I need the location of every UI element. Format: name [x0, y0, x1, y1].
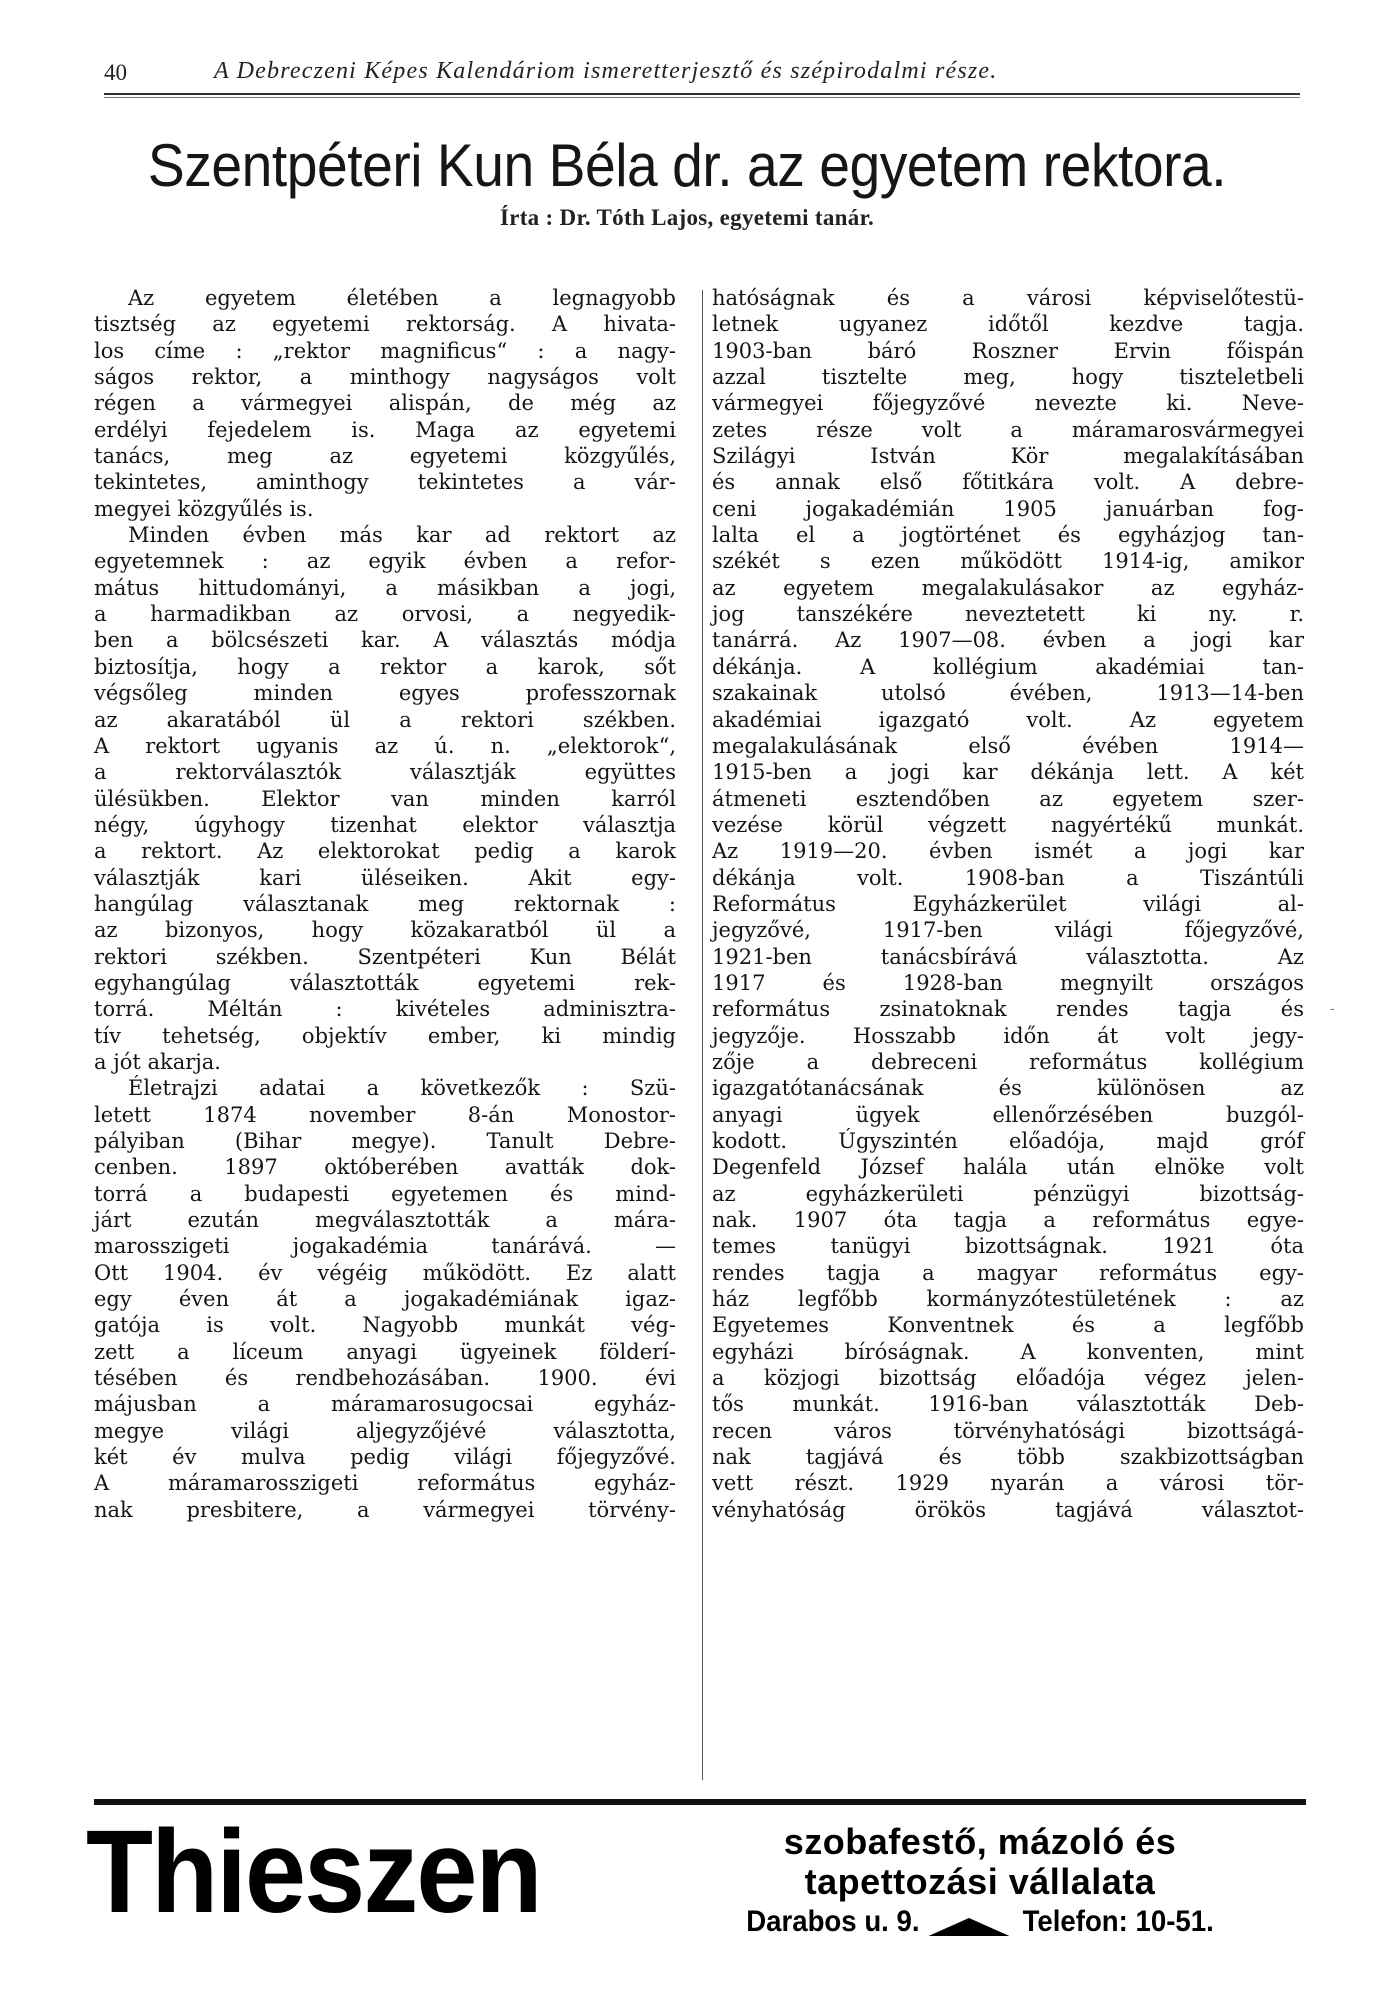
text-line: azzal tisztelte meg, hogy tiszteletbeli — [712, 365, 1304, 390]
text-line: Szilágyi István Kör megalakításában — [712, 444, 1304, 469]
header-rule — [104, 93, 1300, 98]
text-line: anyagi ügyek ellenőrzésében buzgól- — [712, 1102, 1304, 1127]
text-line: vényhatóság örökös tagjává választot- — [712, 1497, 1304, 1522]
text-line: tésében és rendbehozásában. 1900. évi — [94, 1366, 676, 1391]
text-line: temes tanügyi bizottságnak. 1921 óta — [712, 1234, 1304, 1259]
text-line: tekintetes, aminthogy tekintetes a vár- — [94, 470, 676, 495]
text-line: los címe : „rektor magnificus“ : a nagy- — [94, 338, 676, 363]
text-line: régen a vármegyei alispán, de még az — [94, 391, 676, 416]
text-line: kodott. Úgyszintén előadója, majd gróf — [712, 1129, 1304, 1153]
advertisement-brand: Thieszen — [86, 1806, 541, 1938]
text-line: a harmadikban az orvosi, a negyedik- — [94, 602, 676, 627]
text-line: az egyházkerületi pénzügyi bizottság- — [712, 1181, 1304, 1206]
text-line: májusban a máramarosugocsai egyház- — [94, 1392, 676, 1417]
text-line: mátus hittudományi, a másikban a jogi, — [94, 575, 676, 600]
text-line: a jót akarja. — [94, 1049, 221, 1074]
text-line: lalta el a jogtörténet és egyházjog tan- — [712, 523, 1304, 548]
text-line: Degenfeld József halála után elnöke volt — [712, 1155, 1304, 1180]
text-line: hangúlag választanak meg rektornak : — [94, 891, 676, 916]
running-title: A Debreczeni Képes Kalendáriom ismeretterjesztő és szépirodalmi része. — [214, 58, 998, 84]
text-line: választják kari üléseiken. Akit egy- — [94, 865, 676, 890]
text-line: ülésükben. Elektor van minden karról — [94, 786, 676, 811]
text-line: a rektort. Az elektorokat pedig a karok — [94, 839, 676, 864]
text-line: megye világi aljegyzőjévé választotta, — [94, 1418, 676, 1443]
text-line: az bizonyos, hogy közakaratból ül a — [94, 918, 676, 943]
text-line: Életrajzi adatai a következők : Szü- — [128, 1076, 676, 1101]
text-line: nak. 1907 óta tagja a református egye- — [712, 1208, 1304, 1233]
text-line: ceni jogakadémián 1905 januárban fog- — [712, 496, 1304, 521]
text-line: tős munkát. 1916-ban választották Deb- — [712, 1392, 1304, 1417]
text-line: Egyetemes Konventnek és a legfőbb — [712, 1313, 1304, 1338]
text-line: a rektorválasztók választják együttes — [94, 760, 676, 785]
text-line: ságos rektor, a minthogy nagyságos volt — [94, 365, 676, 390]
text-line: tanárrá. Az 1907—08. évben a jogi kar — [712, 628, 1304, 653]
text-line: letnek ugyanez időtől kezdve tagja. — [712, 312, 1304, 337]
text-line: letett 1874 november 8-án Monostor- — [94, 1102, 676, 1127]
text-line: 1921-ben tanácsbírává választotta. Az — [712, 944, 1304, 969]
text-line: gatója is volt. Nagyobb munkát vég- — [94, 1313, 676, 1338]
advertisement-contact — [667, 1902, 1293, 1942]
text-line: egyházi bíróságnak. A konventen, mint — [712, 1339, 1304, 1364]
text-line: marosszigeti jogakadémia tanárává. — — [94, 1234, 676, 1259]
text-line: két év mulva pedig világi főjegyzővé. — [94, 1445, 676, 1470]
text-line: zője a debreceni református kollégium — [712, 1049, 1304, 1074]
text-line: az akaratából ül a rektori székben. — [94, 707, 676, 732]
text-line: rektori székben. Szentpéteri Kun Bélát — [94, 944, 676, 969]
text-line: A rektort ugyanis az ú. n. „elektorok“, — [94, 733, 676, 758]
article-title: Szentpéteri Kun Béla dr. az egyetem rektora. — [147, 132, 1227, 199]
text-line: ben a bölcsészeti kar. A választás módja — [94, 628, 676, 653]
left-column — [94, 285, 676, 1523]
text-line: torrá. Méltán : kivételes adminisztra- — [94, 997, 676, 1022]
text-line: Ott 1904. év végéig működött. Ez alatt — [94, 1260, 676, 1285]
text-line: biztosítja, hogy a rektor a karok, sőt — [94, 654, 676, 679]
triangle-icon — [929, 1918, 1010, 1936]
text-line: pályiban (Bihar megye). Tanult Debre- — [94, 1129, 676, 1153]
text-line: tív tehetség, objektív ember, ki mindig — [94, 1023, 676, 1048]
text-line: jegyzője. Hosszabb időn át volt jegy- — [712, 1023, 1304, 1048]
text-line: Református Egyházkerület világi al- — [712, 891, 1304, 916]
advertisement-service-line2: tapettozási vállalata — [804, 1861, 1156, 1902]
text-line: református zsinatoknak rendes tagja és — [712, 997, 1304, 1022]
text-line: 1917 és 1928-ban megnyilt országos — [712, 970, 1304, 995]
text-line: jegyzővé, 1917-ben világi főjegyzővé, — [712, 918, 1304, 943]
text-line: rendes tagja a magyar református egy- — [712, 1260, 1304, 1285]
text-line: hatóságnak és a városi képviselőtestü- — [712, 286, 1304, 310]
text-line: nak presbitere, a vármegyei törvény- — [94, 1497, 676, 1522]
text-line: recen város törvényhatósági bizottságá- — [712, 1418, 1304, 1443]
text-line: egyetemnek : az egyik évben a refor- — [94, 549, 676, 574]
text-line: erdélyi fejedelem is. Maga az egyetemi — [94, 417, 676, 442]
text-line: egy éven át a jogakadémiának igaz- — [94, 1287, 676, 1312]
advertisement-address: Darabos u. 9. — [746, 1905, 920, 1938]
text-line: vármegyei főjegyzővé nevezte ki. Neve- — [712, 391, 1304, 416]
column-divider — [702, 290, 703, 1780]
text-line: tisztség az egyetemi rektorság. A hivata- — [94, 312, 676, 337]
text-line: egyhangúlag választották egyetemi rek- — [94, 970, 676, 995]
advertisement-rule — [94, 1799, 1306, 1805]
text-line: A máramarosszigeti református egyház- — [94, 1471, 676, 1496]
running-header — [104, 58, 1304, 92]
text-line: 1903-ban báró Roszner Ervin főispán — [712, 338, 1304, 363]
text-line: tanács, meg az egyetemi közgyűlés, — [94, 444, 676, 469]
text-line: ház legfőbb kormányzótestületének : az — [712, 1287, 1304, 1312]
text-line: torrá a budapesti egyetemen és mind- — [94, 1181, 676, 1206]
text-line: járt ezután megválasztották a mára- — [94, 1208, 676, 1233]
margin-mark: - — [1330, 1000, 1335, 1016]
text-line: jog tanszékére neveztetett ki ny. r. — [712, 602, 1304, 627]
text-line: nak tagjává és több szakbizottságban — [712, 1445, 1304, 1470]
article-byline: Írta : Dr. Tóth Lajos, egyetemi tanár. — [499, 205, 875, 230]
text-line: vett részt. 1929 nyarán a városi tör- — [712, 1471, 1304, 1496]
page-number: 40 — [104, 60, 127, 85]
text-line: és annak első főtitkára volt. A debre- — [712, 470, 1304, 495]
text-line: végsőleg minden egyes professzornak — [94, 681, 676, 706]
text-line: cenben. 1897 októberében avatták dok- — [94, 1155, 676, 1180]
advertisement-details — [640, 1822, 1320, 1942]
text-line: megyei közgyűlés is. — [94, 496, 314, 521]
text-line: szakainak utolsó évében, 1913—14-ben — [712, 681, 1304, 706]
text-line: Minden évben más kar ad rektort az — [128, 523, 676, 548]
text-line: zetes része volt a máramarosvármegyei — [712, 417, 1304, 442]
text-line: Az egyetem életében a legnagyobb — [128, 286, 676, 310]
text-line: a közjogi bizottság előadója végez jelen- — [712, 1366, 1304, 1391]
text-line: vezése körül végzett nagyértékű munkát. — [712, 812, 1304, 837]
text-line: dékánja. A kollégium akadémiai tan- — [712, 654, 1304, 679]
text-line: székét s ezen működött 1914-ig, amikor — [712, 549, 1304, 574]
text-line: zett a líceum anyagi ügyeinek földerí- — [94, 1339, 676, 1364]
text-line: 1915-ben a jogi kar dékánja lett. A két — [712, 760, 1304, 785]
advertisement-service-line1: szobafestő, mázoló és — [783, 1821, 1177, 1862]
text-line: igazgatótanácsának és különösen az — [712, 1076, 1304, 1101]
text-line: megalakulásának első évében 1914— — [712, 733, 1304, 758]
text-line: akadémiai igazgató volt. Az egyetem — [712, 707, 1304, 732]
advertisement-phone: Telefon: 10-51. — [1022, 1905, 1214, 1938]
right-column — [712, 285, 1304, 1523]
text-line: az egyetem megalakulásakor az egyház- — [712, 575, 1304, 600]
text-line: átmeneti esztendőben az egyetem szer- — [712, 786, 1304, 811]
text-line: Az 1919—20. évben ismét a jogi kar — [712, 839, 1304, 864]
text-line: négy, úgyhogy tizenhat elektor választja — [94, 812, 676, 837]
text-line: dékánja volt. 1908-ban a Tiszántúli — [712, 865, 1304, 890]
